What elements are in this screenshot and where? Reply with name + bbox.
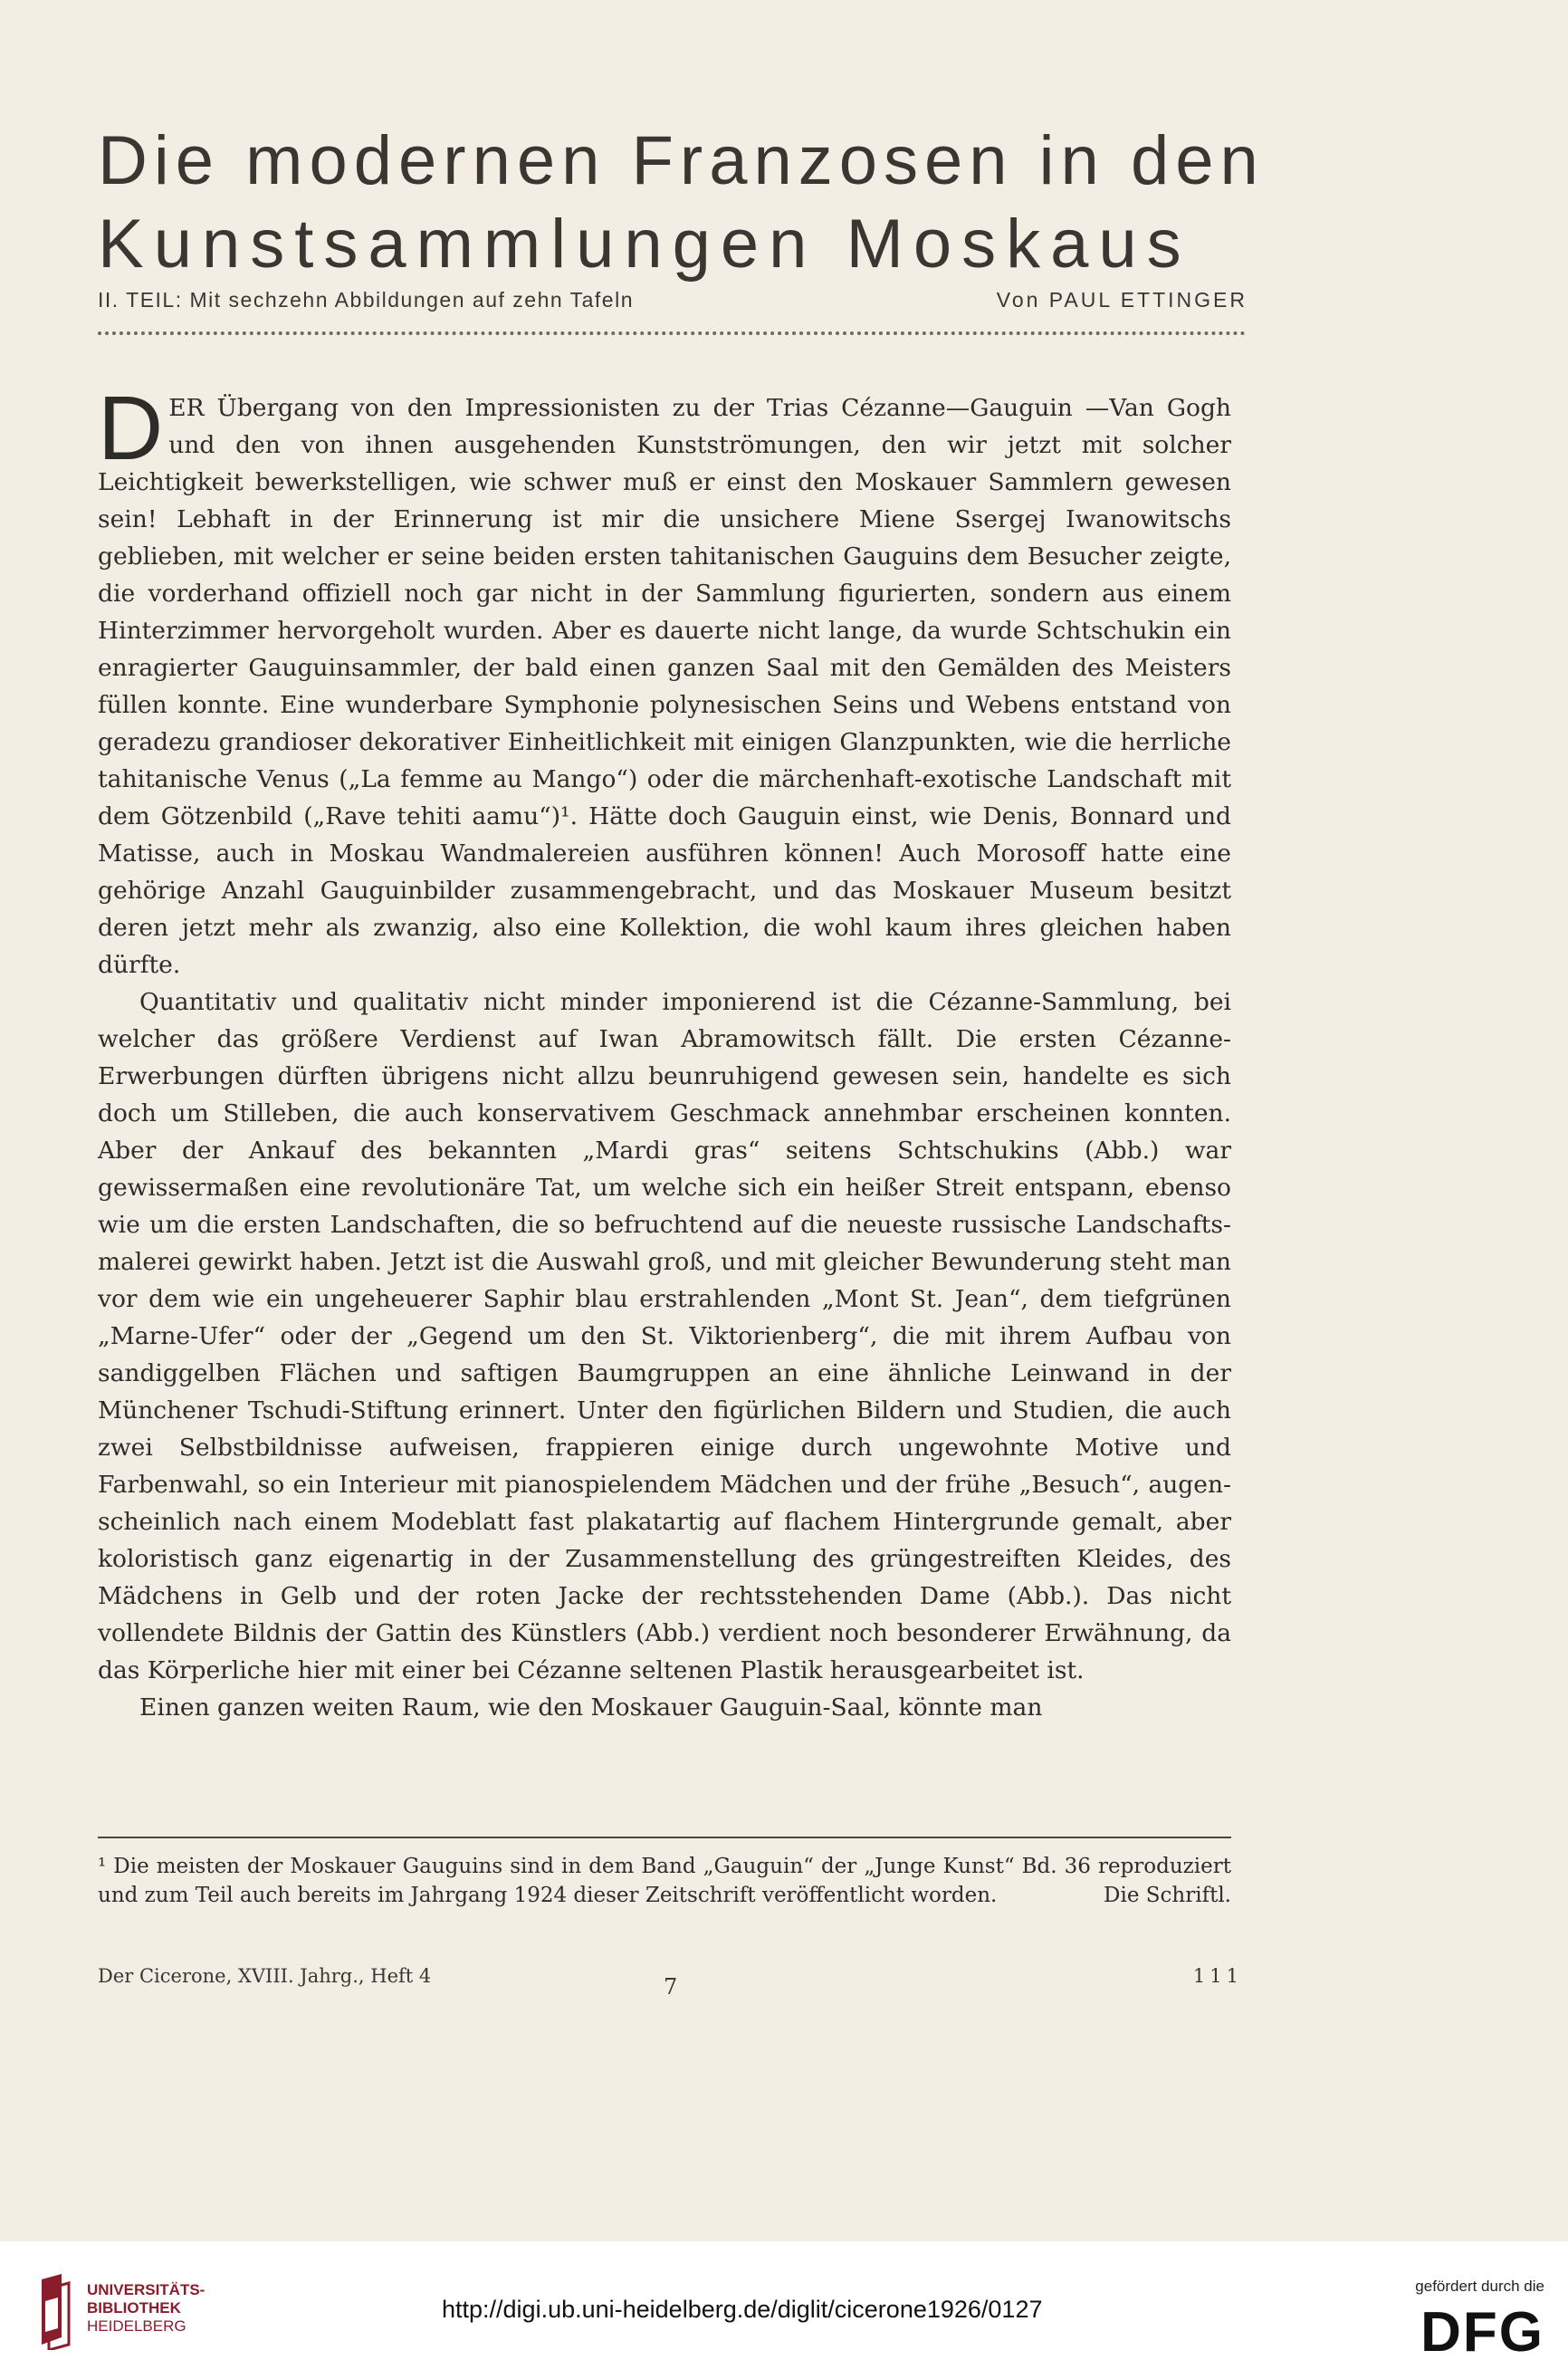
author-byline: Von PAUL ETTINGER <box>996 288 1248 312</box>
footnote-text: ¹ Die meisten der Moskauer Gauguins sind in dem Band „Gauguin“ der „Junge Kunst“ Bd. 36 reproduziert und zum Teil auch bereits im Jahrgang 1924 dieser Zeitschrift veröffentlicht worden. <box>98 1855 1231 1907</box>
article-subtitle <box>98 288 1248 315</box>
dfg-logo: DFG <box>1420 2301 1544 2364</box>
page-number: 111 <box>1192 1965 1243 1987</box>
paragraph-1 <box>98 378 1231 983</box>
dotted-divider <box>98 331 1246 335</box>
journal-reference: Der Cicerone, XVIII. Jahrg., Heft 4 <box>98 1965 432 1987</box>
page-footer <box>98 1965 1243 2000</box>
article-title-line-2: Kunstsammlungen Moskaus <box>98 206 1191 283</box>
university-library-name: UNIVERSITÄTS- BIBLIOTHEK HEIDELBERG <box>87 2281 206 2335</box>
university-library-logo-icon <box>38 2274 80 2350</box>
subtitle-part-info: II. TEIL: Mit sechzehn Abbildungen auf zehn Tafeln <box>98 288 634 312</box>
paragraph-1-text: ER Übergang von den Impressionisten zu der Trias Cézanne—Gauguin —Van Gogh und den von ihnen ausgehenden Kunstströmungen, den wir jetzt mit solcher Leichtigkeit bewerkstelligen, wie schwer muß er einst den Moskauer Sammlern gewesen sein! Lebhaft in der Erinnerung ist mir die unsichere Miene Ssergej Iwanowitschs geblieben, mit welcher er seine beiden ersten tahitanischen Gauguins dem Besucher zeigte, die vorderhand offiziell noch gar nicht in der Sammlung figurierten, sondern aus einem Hinterzimmer hervorgeholt wurden. Aber es dauerte nicht lange, da wurde Schtschukin ein enragierter Gauguinsammler, der bald einen ganzen Saal mit den Gemälden des Meisters füllen konnte. Eine wunderbare Symphonie polynesischen Seins und Webens entstand von geradezu grandioser dekorativer Einheitlichkeit mit einigen Glanzpunkten, wie die herrliche tahitanische Venus („La femme au Mango“) oder die märchenhaft-exotische Landschaft mit dem Götzenbild („Rave tehiti aamu“)¹. Hätte doch Gauguin einst, wie Denis, Bonnard und Matisse, auch in Moskau Wandmalereien ausführen können! Auch Morosoff hatte eine gehörige Anzahl Gauguinbilder zusammengebracht, und das Moskauer Museum besitzt deren jetzt mehr als zwanzig, also eine Kollektion, die wohl kaum ihres gleichen haben dürfte. <box>98 394 1231 979</box>
article-title-line-1: Die modernen Franzosen in den <box>98 122 1265 199</box>
footnote-signature: Die Schriftl. <box>1104 1884 1231 1907</box>
paragraph-3: Einen ganzen weiten Raum, wie den Moskauer Gauguin-Saal, könnte man <box>139 1693 1043 1722</box>
footnote-divider <box>98 1837 1231 1838</box>
drop-cap: D <box>98 378 164 479</box>
permalink-url[interactable]: http://digi.ub.uni-heidelberg.de/diglit/cicerone1926/0127 <box>442 2296 1043 2323</box>
funding-note: gefördert durch die <box>1415 2278 1544 2295</box>
article-body <box>98 378 1231 1726</box>
sheet-signature: 7 <box>664 1974 678 2000</box>
digital-library-bar <box>0 2241 1568 2379</box>
footnote <box>98 1852 1231 1910</box>
paragraph-2: Quantitativ und qualitativ nicht minder imponierend ist die Cézanne-Sammlung, bei welcher das größere Verdienst auf Iwan Abramowitsch fällt. Die ersten Cézanne-Erwerbungen dürften übrigens nicht allzu beunruhigend gewesen sein, handelte es sich doch um Stilleben, die auch konservativem Geschmack annehmbar erscheinen konnten. Aber der Ankauf des bekannten „Mardi gras“ seitens Schtschukins (Abb.) war gewissermaßen eine revolutionäre Tat, um welche sich ein heißer Streit entspann, ebenso wie um die ersten Landschaften, die so befruchtend auf die neueste russische Landschaftsmalerei gewirkt haben. Jetzt ist die Auswahl groß, und mit gleicher Bewunderung steht man vor dem wie ein ungeheuerer Saphir blau erstrahlenden „Mont St. Jean“, dem tiefgrünen „Marne-Ufer“ oder der „Gegend um den St. Viktorienberg“, die mit ihrem Aufbau von sandiggelben Flächen und saftigen Baumgruppen an eine ähnliche Leinwand in der Münchener Tschudi-Stiftung erinnert. Unter den figürlichen Bildern und Studien, die auch zwei Selbstbildnisse aufweisen, frappieren einige durch ungewohnte Motive und Farbenwahl, so ein Interieur mit pianospielendem Mädchen und der frühe „Besuch“, augenscheinlich nach einem Modeblatt fast plakatartig auf flachem Hintergrunde gemalt, aber koloristisch ganz eigenartig in der Zusammenstellung des grüngestreiften Kleides, des Mädchens in Gelb und der roten Jacke der rechtsstehenden Dame (Abb.). Das nicht vollendete Bildnis der Gattin des Künstlers (Abb.) verdient noch besonderer Erwähnung, da das Körperliche hier mit einer bei Cézanne seltenen Plastik herausgearbeitet ist. <box>98 988 1231 1684</box>
